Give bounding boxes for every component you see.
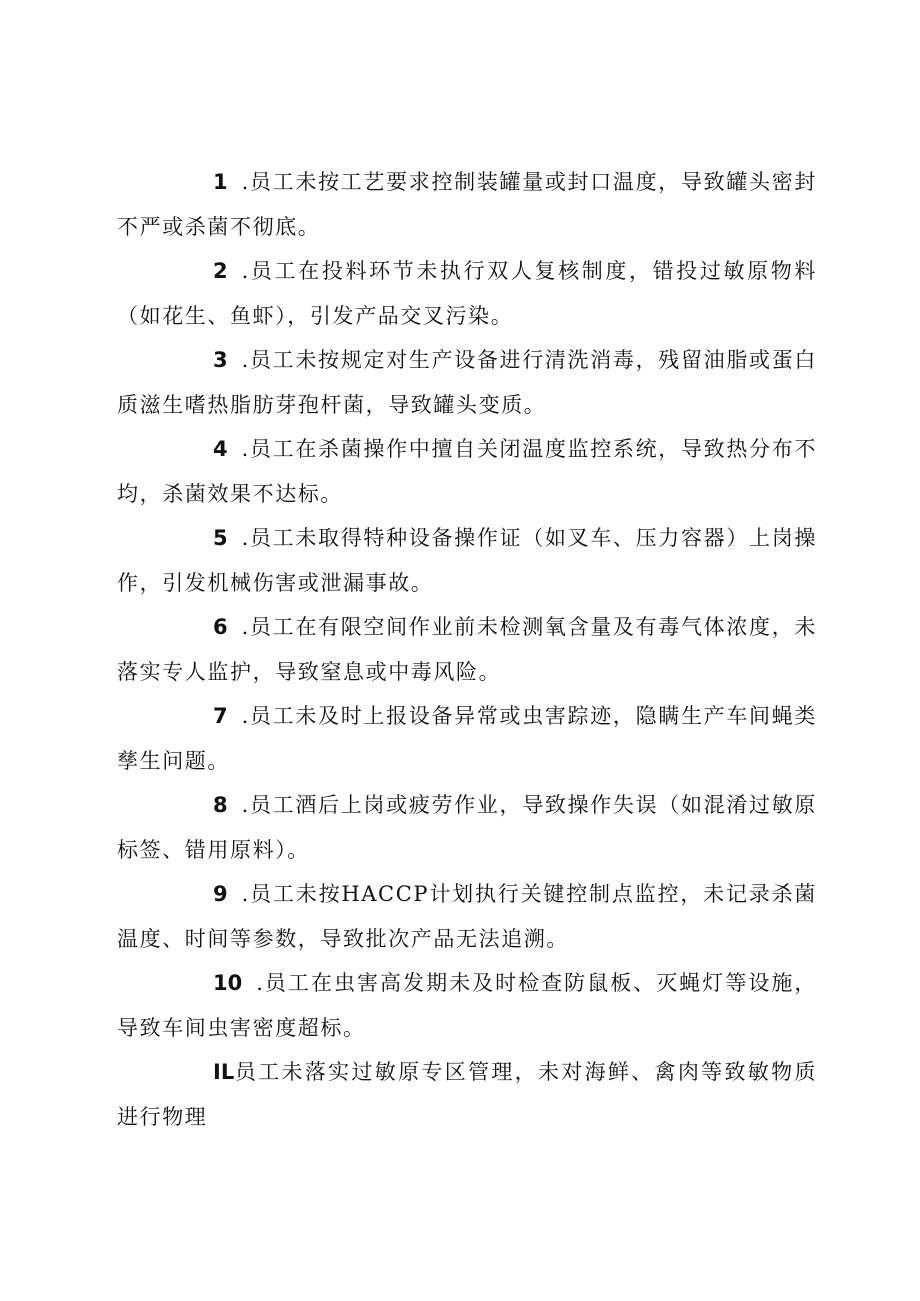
item-text: .员工未取得特种设备操作证（如叉车、压力容器）上岗操作，引发机械伤害或泄漏事故。 bbox=[117, 526, 817, 595]
item-number: 1 bbox=[213, 170, 228, 194]
item-text: .员工在杀菌操作中擅自关闭温度监控系统，导致热分布不均，杀菌效果不达标。 bbox=[117, 437, 817, 506]
list-item bbox=[117, 872, 817, 961]
item-number: 2 bbox=[213, 259, 228, 283]
item-list bbox=[117, 160, 817, 1139]
item-number: 4 bbox=[213, 437, 228, 461]
item-text: .员工未按HACCP计划执行关键控制点监控，未记录杀菌温度、时间等参数，导致批次产品无法追溯。 bbox=[117, 882, 817, 951]
item-text: .员工酒后上岗或疲劳作业，导致操作失误（如混淆过敏原标签、错用原料）。 bbox=[117, 793, 817, 862]
list-item bbox=[117, 338, 817, 427]
item-text: 员工未落实过敏原专区管理，未对海鲜、禽肉等致敏物质进行物理 bbox=[117, 1060, 817, 1129]
item-number: 5 bbox=[213, 526, 228, 550]
item-number: 10 bbox=[213, 971, 243, 995]
item-number: IL bbox=[213, 1060, 235, 1084]
list-item bbox=[117, 516, 817, 605]
item-text: .员工未按规定对生产设备进行清洗消毒，残留油脂或蛋白质滋生嗜热脂肪芽孢杆菌，导致罐头变质。 bbox=[117, 348, 817, 417]
item-text: .员工在有限空间作业前未检测氧含量及有毒气体浓度，未落实专人监护，导致窒息或中毒风险。 bbox=[117, 615, 817, 684]
item-number: 3 bbox=[213, 348, 228, 372]
list-item bbox=[117, 783, 817, 872]
item-text: .员工未按工艺要求控制装罐量或封口温度，导致罐头密封不严或杀菌不彻底。 bbox=[117, 170, 817, 239]
list-item bbox=[117, 427, 817, 516]
list-item bbox=[117, 961, 817, 1050]
item-number: 8 bbox=[213, 793, 228, 817]
item-text: .员工未及时上报设备异常或虫害踪迹，隐瞒生产车间蝇类孳生问题。 bbox=[117, 704, 817, 773]
item-number: 9 bbox=[213, 882, 228, 906]
list-item bbox=[117, 1050, 817, 1139]
item-number: 7 bbox=[213, 704, 228, 728]
item-text: .员工在投料环节未执行双人复核制度，错投过敏原物料（如花生、鱼虾），引发产品交叉污染。 bbox=[117, 259, 817, 328]
list-item bbox=[117, 605, 817, 694]
item-number: 6 bbox=[213, 615, 228, 639]
item-text: .员工在虫害高发期未及时检查防鼠板、灭蝇灯等设施，导致车间虫害密度超标。 bbox=[117, 971, 817, 1040]
list-item bbox=[117, 249, 817, 338]
list-item bbox=[117, 694, 817, 783]
list-item bbox=[117, 160, 817, 249]
